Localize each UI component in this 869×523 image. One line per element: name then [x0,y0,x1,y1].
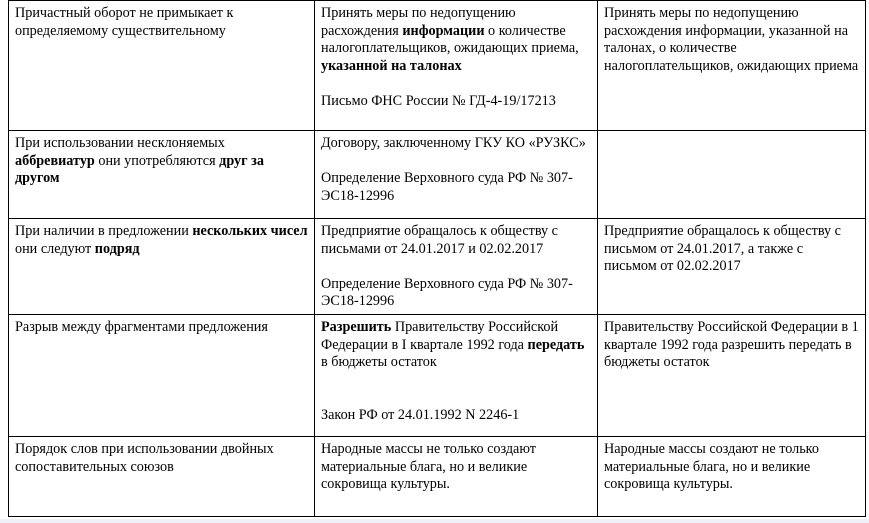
cell-text [321,441,591,494]
text-fragment: они следуют [15,240,95,257]
table-cell-col1 [9,437,315,517]
text-fragment: Правительству Российской Федерации в 1 квартале 1992 года разрешить передать в бюджеты остаток [604,319,859,371]
text-fragment: Порядок слов при использовании двойных сопоставительных союзов [15,441,274,475]
text-fragment: они употребляются [94,152,220,169]
table-cell-col1 [9,1,315,131]
text-fragment: Правительству Российской Федерации в I квартале 1992 года [321,319,559,353]
cell-text [15,223,308,258]
text-fragment: Предприятие обращалось к обществу с письмом от 24.01.2017, а также с письмом от 02.02.2017 [604,223,841,275]
table-cell-col2 [315,219,598,315]
table-cell-col3 [598,131,866,219]
source-reference: Письмо ФНС России № ГД-4-19/17213 [321,92,556,109]
cell-text [321,319,591,372]
table-row [9,437,866,517]
table-cell-col3 [598,219,866,315]
paragraph-gap [321,372,591,390]
paragraph-gap [321,389,591,407]
text-fragment: Принять меры по недопущению расхождения информации, указанной на талонах, о количестве налогоплательщиков, ожидающих приема [604,5,859,74]
text-fragment: о количестве налогоплательщиков, ожидающих приема, [321,22,579,57]
bold-fragment: Разрешить [321,319,392,335]
cell-text [15,441,308,476]
table-cell-col2 [315,315,598,437]
table-row [9,315,866,437]
text-fragment: Принять меры по недопущению расхождения [321,5,516,39]
cell-text [15,5,308,40]
table-cell-col1 [9,131,315,219]
cell-text [604,5,859,75]
cell-text [604,319,859,372]
cell-text [321,223,591,258]
table-cell-col2 [315,1,598,131]
text-fragment: Народные массы не только создают материальные блага, но и великие сокровища культуры. [321,441,536,493]
table-row [9,131,866,219]
text-fragment: Разрыв между фрагментами предложения [15,319,268,335]
text-fragment: Предприятие обращалось к обществу с письмами от 24.01.2017 и 02.02.2017 [321,223,558,257]
bold-fragment: друг за другом [15,152,264,187]
text-fragment: Народные массы создают не только материальные блага, но и великие сокровища культуры. [604,441,819,493]
bold-fragment: передать [527,336,585,353]
document-table [8,0,866,517]
paragraph-gap [321,258,591,276]
paragraph-gap [321,75,591,93]
table-cell-col1 [9,219,315,315]
bold-fragment: нескольких чисел [192,223,308,239]
cell-text [15,319,308,337]
bold-fragment: информации [402,22,485,39]
table-cell-col1 [9,315,315,437]
source-reference: Закон РФ от 24.01.1992 N 2246-1 [321,406,520,423]
paragraph-gap [321,153,591,171]
text-fragment: При использовании несклоняемых [15,135,225,151]
table-row [9,1,866,131]
bold-fragment: аббревиатур [15,152,95,169]
cell-text [321,135,591,153]
text-fragment: Причастный оборот не примыкает к определяемому существительному [15,5,234,39]
source-reference: Определение Верховного суда РФ № 307-ЭС18-12996 [321,275,573,310]
bold-fragment: подряд [94,240,140,257]
cell-text [604,223,859,276]
cell-text [604,441,859,494]
table-cell-col3 [598,437,866,517]
table-row [9,219,866,315]
cell-text [321,5,591,75]
table-cell-col2 [315,437,598,517]
table-cell-col3 [598,1,866,131]
text-fragment: При наличии в предложении [15,223,193,239]
table-cell-col3 [598,315,866,437]
page-bottom-strip [0,519,869,523]
source-reference: Определение Верховного суда РФ № 307-ЭС18-12996 [321,170,573,204]
text-fragment: в бюджеты остаток [321,354,437,371]
text-fragment: Договору, заключенному ГКУ КО «РУЗКС» [321,135,586,151]
bold-fragment: указанной на талонах [321,57,462,74]
table-cell-col2 [315,131,598,219]
cell-text [15,135,308,188]
